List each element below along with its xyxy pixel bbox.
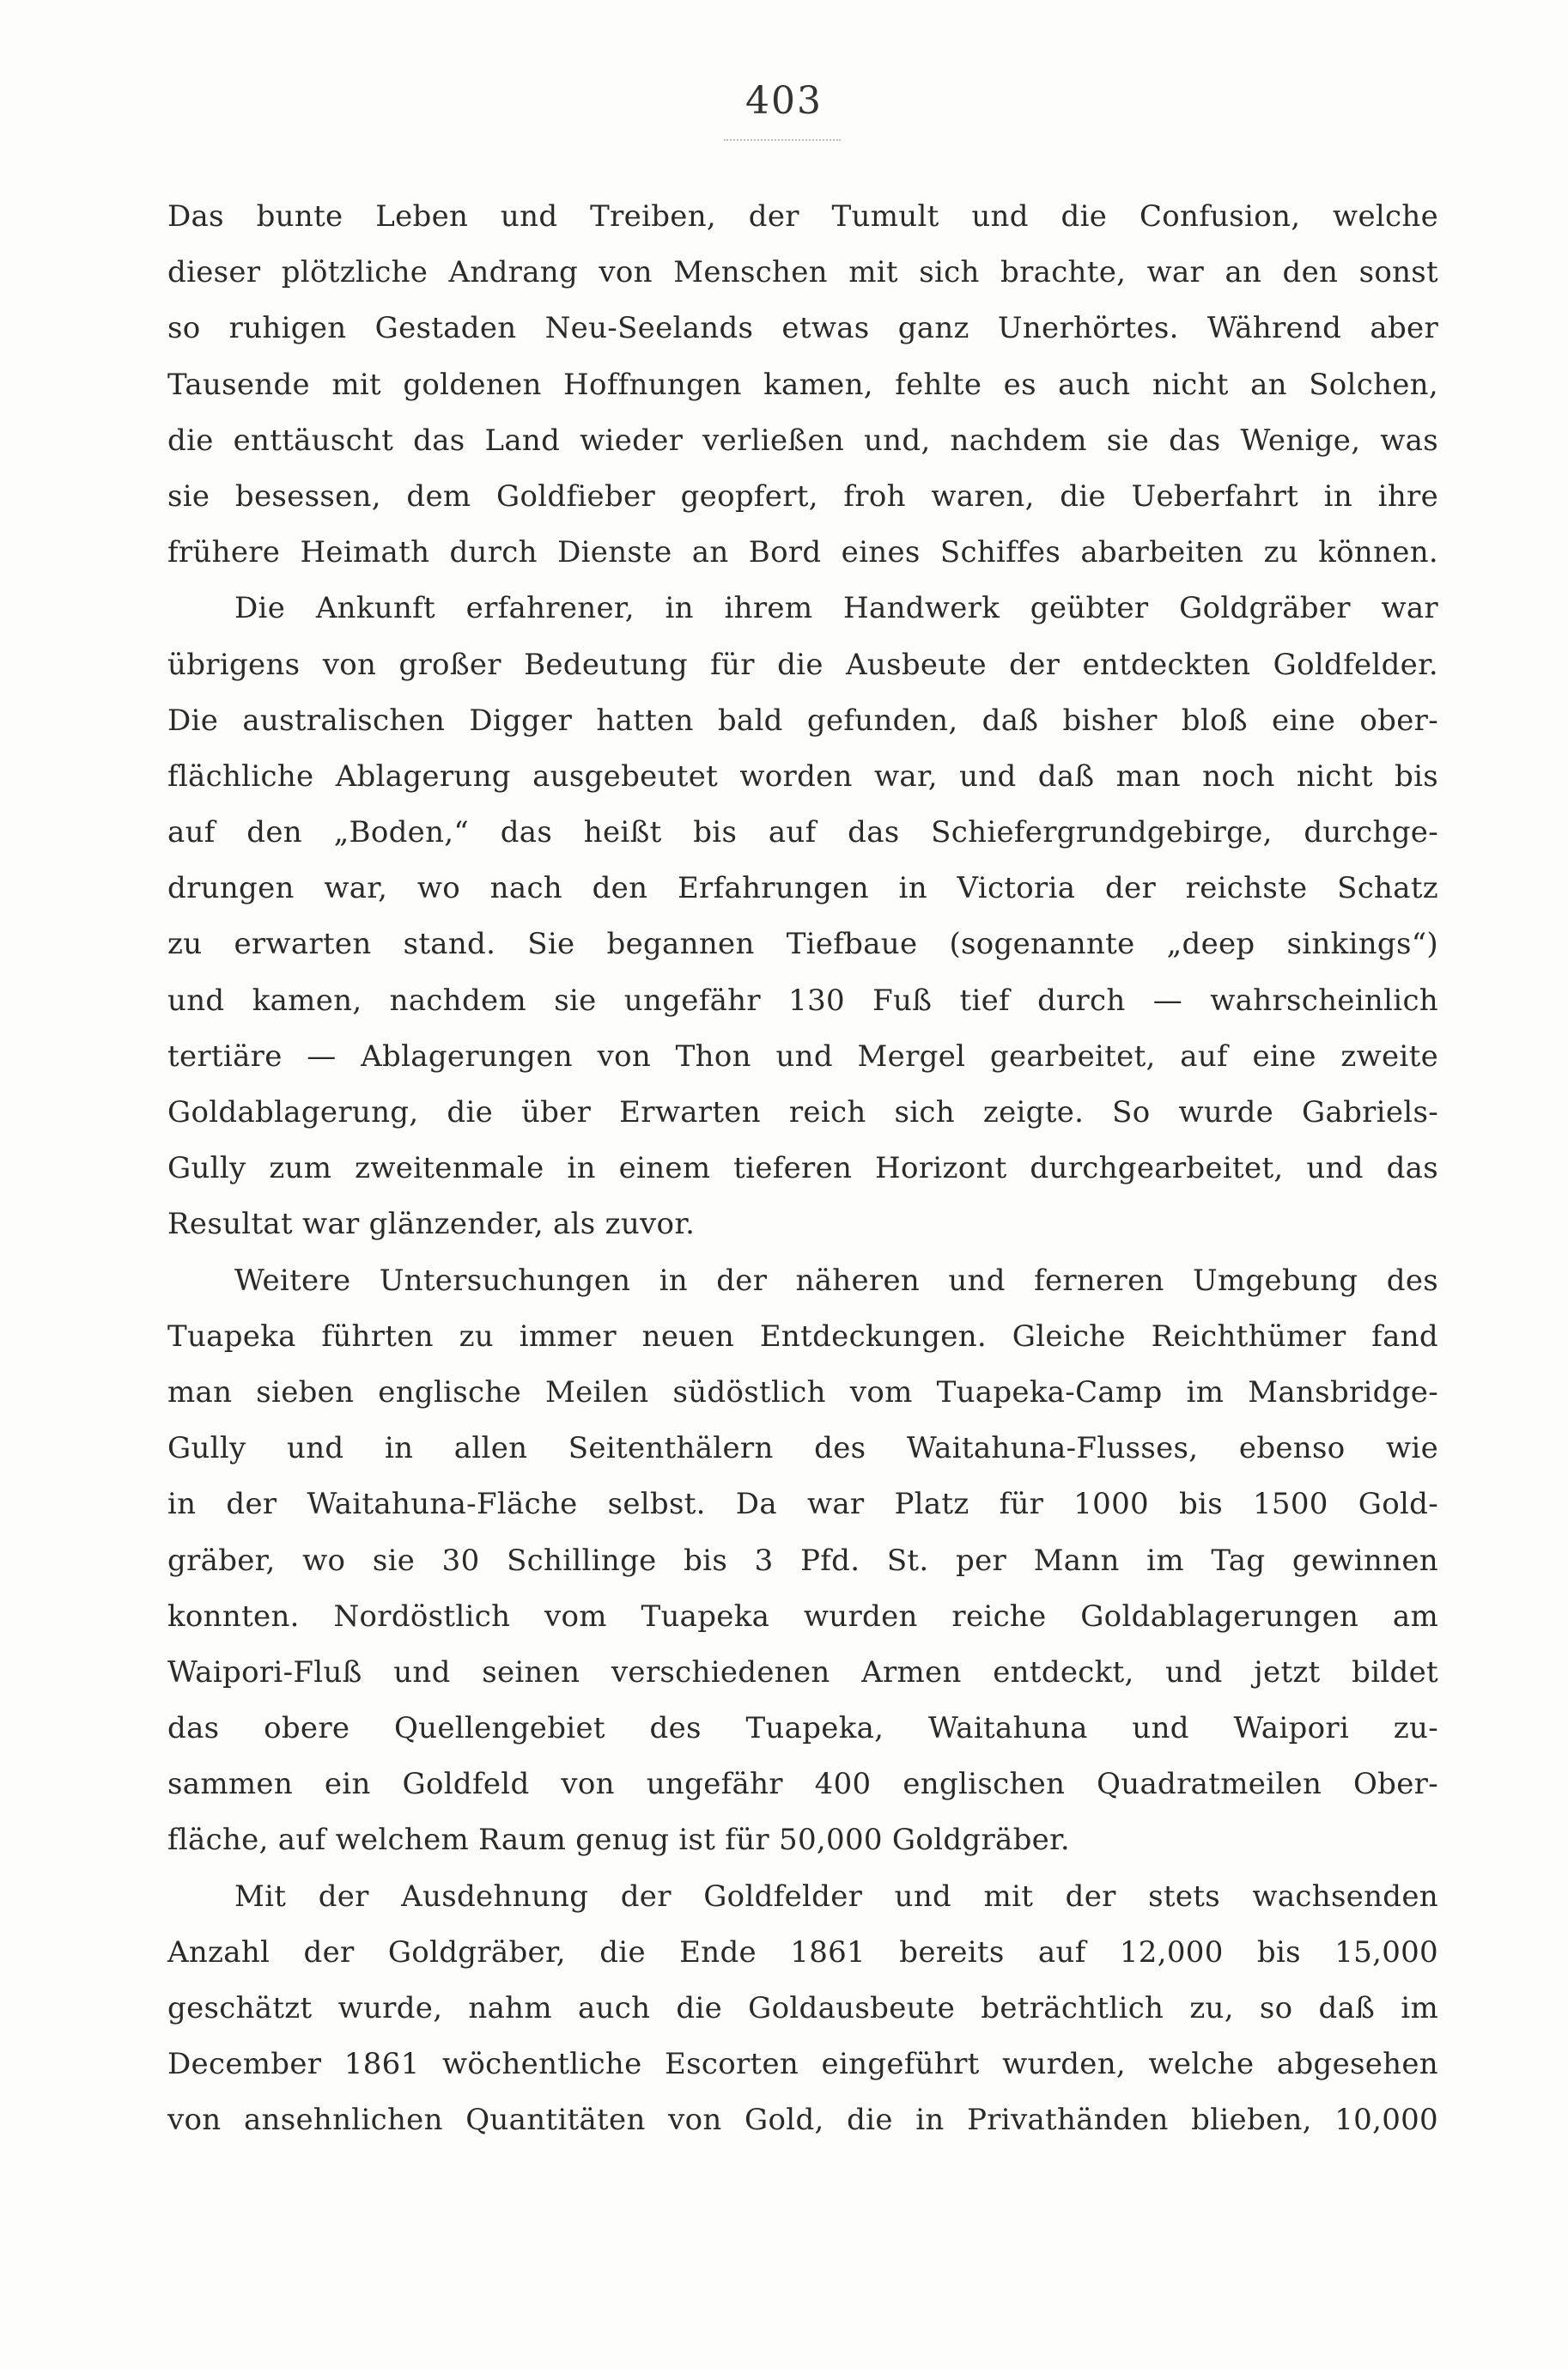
text-line: Das bunte Leben und Treiben, der Tumult und die Confusion, welche (167, 199, 1438, 234)
page-number: 403 (745, 79, 823, 123)
text-line: das obere Quellengebiet des Tuapeka, Waitahuna und Waipori zu- (167, 1711, 1438, 1746)
text-line: Gully und in allen Seitenthälern des Waitahuna-Flusses, ebenso wie (167, 1431, 1438, 1466)
text-line: Anzahl der Goldgräber, die Ende 1861 bereits auf 12,000 bis 15,000 (167, 1934, 1438, 1970)
text-line: Die Ankunft erfahrener, in ihrem Handwerk geübter Goldgräber war (234, 591, 1438, 626)
text-line: sammen ein Goldfeld von ungefähr 400 englischen Quadratmeilen Ober- (167, 1767, 1438, 1802)
text-line: Tausende mit goldenen Hoffnungen kamen, fehlte es auch nicht an Solchen, (167, 367, 1438, 402)
text-line: zu erwarten stand. Sie begannen Tiefbaue (sogenannte „deep sinkings“) (167, 927, 1438, 962)
text-line: die enttäuscht das Land wieder verließen und, nachdem sie das Wenige, was (167, 423, 1438, 458)
text-line: flächliche Ablagerung ausgebeutet worden war, und daß man noch nicht bis (167, 758, 1438, 794)
text-line: drungen war, wo nach den Erfahrungen in Victoria der reichste Schatz (167, 871, 1438, 906)
text-line: Resultat war glänzender, als zuvor. (167, 1207, 696, 1242)
text-line: fläche, auf welchem Raum genug ist für 50,000 Goldgräber. (167, 1823, 1070, 1858)
header-rule (724, 139, 841, 141)
body-text (167, 189, 1438, 2149)
text-line: man sieben englische Meilen südöstlich vom Tuapeka-Camp im Mansbridge- (167, 1374, 1438, 1410)
text-line: Waipori-Fluß und seinen verschiedenen Armen entdeckt, und jetzt bildet (167, 1654, 1438, 1690)
text-line: Goldablagerung, die über Erwarten reich sich zeigte. So wurde Gabriels- (167, 1095, 1438, 1130)
text-line: December 1861 wöchentliche Escorten eingeführt wurden, welche abgesehen (167, 2047, 1438, 2082)
text-line: konnten. Nordöstlich vom Tuapeka wurden reiche Goldablagerungen am (167, 1599, 1438, 1634)
text-line: Gully zum zweitenmale in einem tieferen Horizont durchgearbeitet, und das (167, 1151, 1438, 1186)
text-line: von ansehnlichen Quantitäten von Gold, die in Privathänden blieben, 10,000 (167, 2103, 1438, 2138)
text-line: auf den „Boden,“ das heißt bis auf das Schiefergrundgebirge, durchge- (167, 815, 1438, 850)
text-line: so ruhigen Gestaden Neu-Seelands etwas ganz Unerhörtes. Während aber (167, 311, 1438, 346)
text-line: frühere Heimath durch Dienste an Bord eines Schiffes abarbeiten zu können. (167, 535, 1438, 570)
text-line: in der Waitahuna-Fläche selbst. Da war Platz für 1000 bis 1500 Gold- (167, 1487, 1438, 1522)
text-line: gräber, wo sie 30 Schillinge bis 3 Pfd. St. per Mann im Tag gewinnen (167, 1543, 1438, 1578)
text-line: Mit der Ausdehnung der Goldfelder und mit der stets wachsenden (234, 1879, 1438, 1914)
text-line: Weitere Untersuchungen in der näheren und ferneren Umgebung des (234, 1263, 1438, 1298)
text-line: Tuapeka führten zu immer neuen Entdeckungen. Gleiche Reichthümer fand (167, 1318, 1438, 1354)
text-line: übrigens von großer Bedeutung für die Ausbeute der entdeckten Goldfelder. (167, 647, 1438, 682)
text-line: und kamen, nachdem sie ungefähr 130 Fuß tief durch — wahrscheinlich (167, 983, 1438, 1018)
text-line: dieser plötzliche Andrang von Menschen mit sich brachte, war an den sonst (167, 255, 1438, 290)
text-line: geschätzt wurde, nahm auch die Goldausbeute beträchtlich zu, so daß im (167, 1991, 1438, 2025)
text-line: sie besessen, dem Goldfieber geopfert, froh waren, die Ueberfahrt in ihre (167, 478, 1438, 514)
text-line: Die australischen Digger hatten bald gefunden, daß bisher bloß eine ober- (167, 703, 1438, 738)
text-line: tertiäre — Ablagerungen von Thon und Mergel gearbeitet, auf eine zweite (167, 1038, 1438, 1074)
